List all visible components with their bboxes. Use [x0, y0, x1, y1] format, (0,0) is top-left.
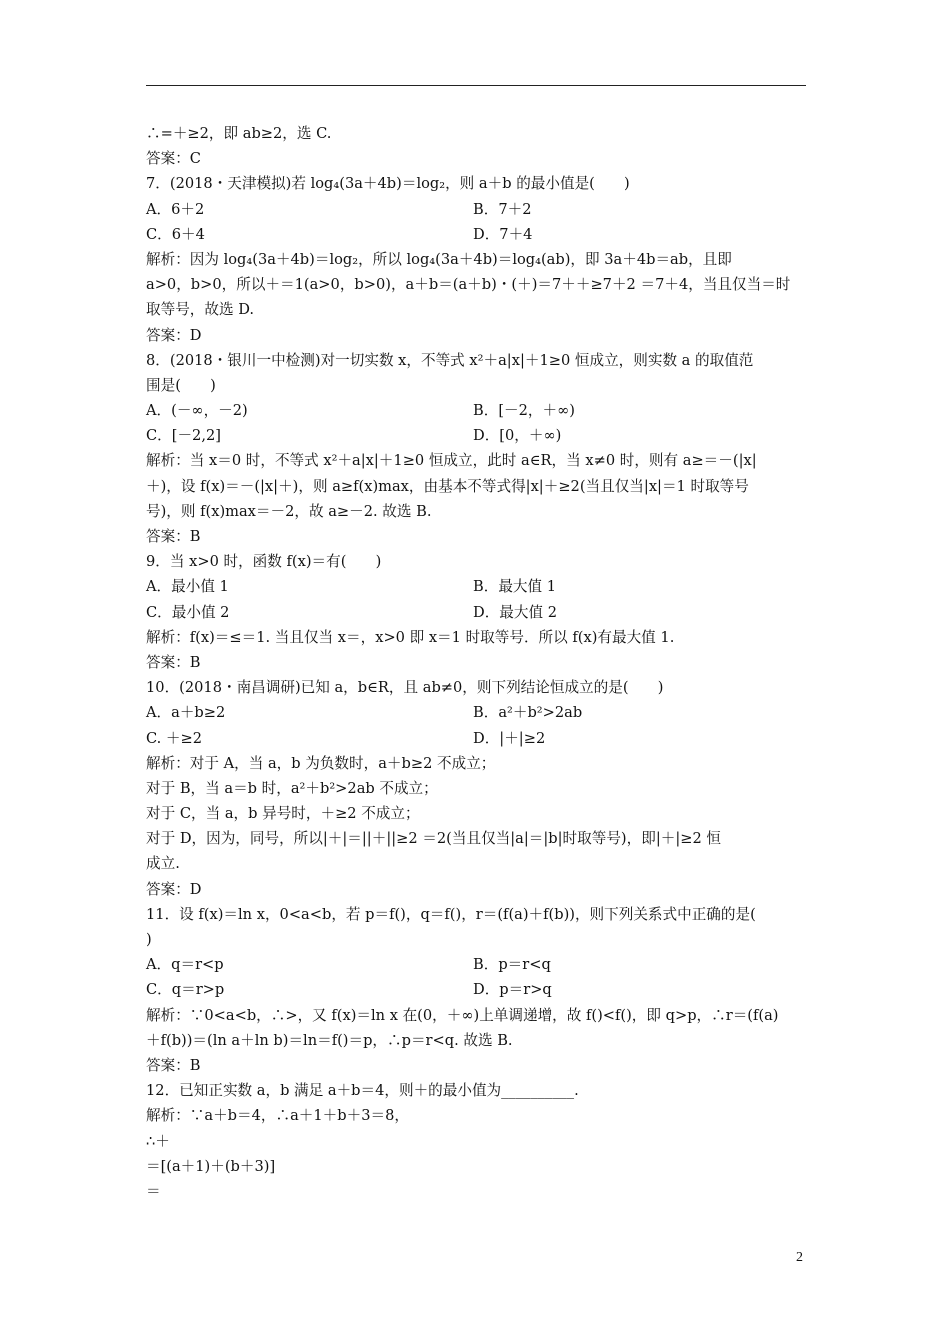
text-line: 解析：∵a＋b＝4，∴a＋1＋b＋3＝8，	[146, 1107, 409, 1125]
text-line: 12．已知正实数 a，b 满足 a＋b＝4，则＋的最小值为__________.	[146, 1082, 579, 1100]
text-line: 9．当 x>0 时，函数 f(x)＝有( )	[146, 553, 382, 571]
text-line: ∴=＋≥2，即 ab≥2，选 C.	[146, 125, 332, 142]
text-line: )	[146, 931, 152, 948]
option-right: B．a²＋b²>2ab	[473, 704, 583, 722]
option-left: C．q＝r>p	[146, 981, 225, 999]
text-line: ＋)，设 f(x)＝－(|x|＋)，则 a≥f(x)max，由基本不等式得|x|＋≥2(当且仅当|x|＝1 时取等号	[146, 477, 749, 495]
text-line: 围是( )	[146, 376, 216, 394]
document-body	[146, 121, 810, 1204]
option-row	[146, 600, 810, 625]
option-row	[146, 952, 810, 977]
text-line: ＋f(b))＝(ln a＋ln b)＝ln＝f()＝p，∴p＝r<q. 故选 B.	[146, 1031, 513, 1049]
option-left: C. ＋≥2	[146, 729, 203, 747]
text-line: 答案：C	[146, 150, 201, 168]
text-line: 解析：∵0<a<b，∴>，又 f(x)＝ln x 在(0，＋∞)上单调递增，故 f()<f()，即 q>p，∴r＝(f(a)	[146, 1006, 779, 1024]
option-right: B．7＋2	[473, 200, 532, 218]
option-left: A．q＝r<p	[146, 956, 224, 974]
header-rule	[146, 85, 806, 86]
text-line: 10．(2018・南昌调研)已知 a，b∈R，且 ab≠0，则下列结论恒成立的是( )	[146, 679, 664, 697]
option-row	[146, 423, 810, 448]
text-line: ＝[(a＋1)＋(b＋3)]	[146, 1157, 276, 1175]
option-right: D．7＋4	[473, 225, 533, 243]
text-line: 对于 B，当 a＝b 时，a²＋b²>2ab 不成立；	[146, 779, 438, 797]
option-left: C．6＋4	[146, 225, 205, 243]
text-line: 8．(2018・银川一中检测)对一切实数 x，不等式 x²＋a|x|＋1≥0 恒成立，则实数 a 的取值范	[146, 351, 754, 369]
text-line: 号)，则 f(x)max＝－2，故 a≥－2. 故选 B.	[146, 502, 432, 520]
text-line: 答案：B	[146, 528, 201, 545]
text-line: 解析：f(x)＝≤＝1. 当且仅当 x＝，x>0 即 x＝1 时取等号．所以 f(x)有最大值 1.	[146, 628, 675, 646]
option-left: A．6＋2	[146, 200, 205, 218]
option-right: B．[－2，＋∞)	[473, 402, 575, 420]
text-line: 成立.	[146, 855, 180, 873]
text-line: 解析：对于 A，当 a，b 为负数时，a＋b≥2 不成立；	[146, 754, 496, 772]
option-row	[146, 197, 810, 222]
option-right: B．p＝r<q	[473, 956, 551, 974]
option-left: A．(－∞，－2)	[146, 402, 248, 420]
option-row	[146, 398, 810, 423]
text-line: 对于 C，当 a，b 异号时，＋≥2 不成立；	[146, 805, 420, 823]
text-line: 答案：D	[146, 880, 202, 898]
text-line: 答案：B	[146, 1056, 201, 1074]
option-left: A．a＋b≥2	[146, 704, 226, 722]
option-left: C．[－2,2]	[146, 427, 221, 445]
text-line: 答案：D	[146, 326, 202, 344]
option-right: D．[0，＋∞)	[473, 427, 562, 445]
text-line: ∴＋	[146, 1132, 170, 1150]
option-right: B．最大值 1	[473, 578, 557, 596]
option-row	[146, 700, 810, 725]
text-line: a>0，b>0，所以＋＝1(a>0，b>0)，a＋b＝(a＋b)・(＋)＝7＋＋≥7＋2 ＝7＋4，当且仅当＝时	[146, 276, 791, 294]
option-row	[146, 574, 810, 599]
text-line: ＝	[146, 1182, 161, 1200]
option-right: D．p＝r>q	[473, 981, 552, 999]
option-right: D．最大值 2	[473, 603, 557, 621]
option-left: A．最小值 1	[146, 578, 229, 596]
option-row	[146, 222, 810, 247]
text-line: 7．(2018・天津模拟)若 log₄(3a＋4b)＝log₂，则 a＋b 的最小值是( )	[146, 175, 630, 193]
text-line: 取等号，故选 D.	[146, 301, 255, 319]
text-line: 解析：当 x＝0 时，不等式 x²＋a|x|＋1≥0 恒成立，此时 a∈R，当 x≠0 时，则有 a≥＝－(|x|	[146, 452, 757, 470]
text-line: 对于 D，因为，同号，所以|＋|＝||＋||≥2 ＝2(当且仅当|a|＝|b|时取等号)，即|＋|≥2 恒	[146, 830, 721, 848]
option-row	[146, 977, 810, 1002]
option-row	[146, 726, 810, 751]
option-right: D．|＋|≥2	[473, 729, 546, 747]
text-line: 解析：因为 log₄(3a＋4b)＝log₂，所以 log₄(3a＋4b)＝log₄(ab)，即 3a＋4b＝ab，且即	[146, 250, 732, 268]
page-number: 2	[796, 1250, 803, 1265]
text-line: 11．设 f(x)＝ln x，0<a<b，若 p＝f()，q＝f()，r＝(f(a)＋f(b))，则下列关系式中正确的是(	[146, 905, 756, 923]
text-line: 答案：B	[146, 653, 201, 671]
option-left: C．最小值 2	[146, 603, 230, 621]
